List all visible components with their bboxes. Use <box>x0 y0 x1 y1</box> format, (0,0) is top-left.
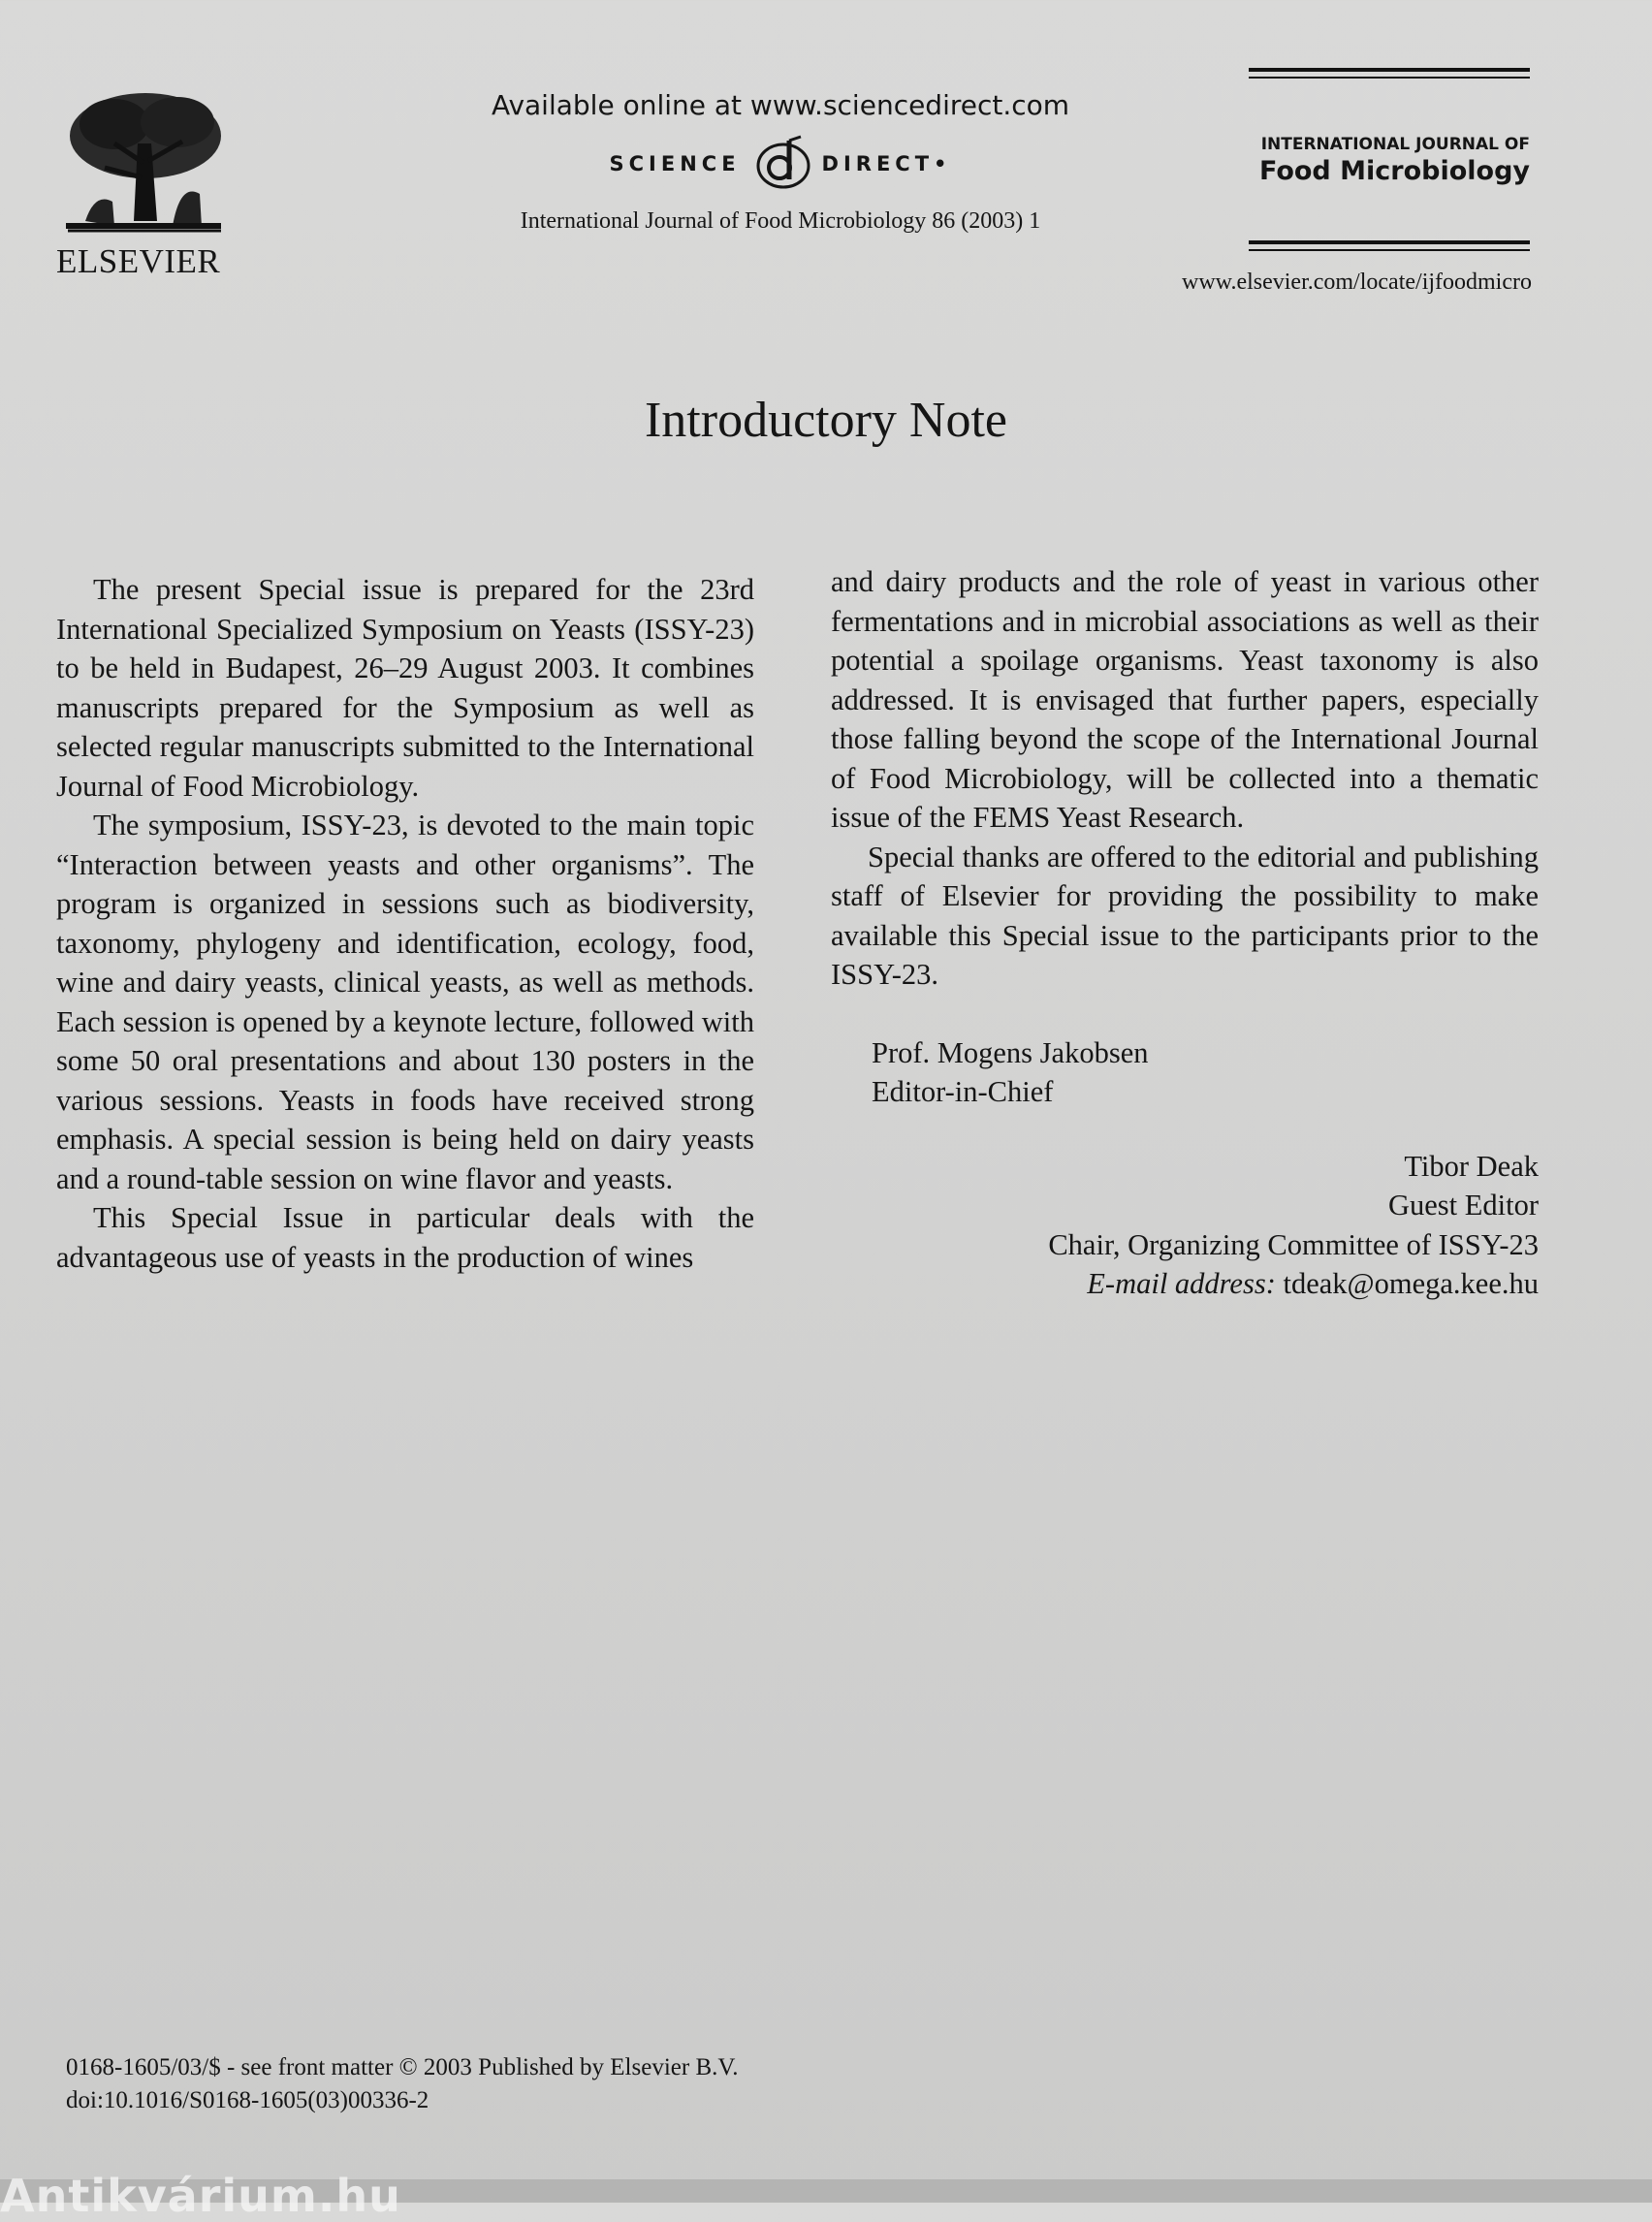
paragraph-4: Special thanks are offered to the editorial and publishing staff of Elsevier for providing the possibility to make available this Special issue to the participants prior to the ISSY-23. <box>831 840 1539 991</box>
journal-name-small: INTERNATIONAL JOURNAL OF <box>1260 135 1530 154</box>
elsevier-wordmark: ELSEVIER <box>56 242 221 280</box>
elsevier-logo <box>56 85 231 281</box>
guest-editor-email <box>831 1264 1539 1304</box>
email-address-link[interactable]: tdeak@omega.kee.hu <box>1283 1267 1539 1300</box>
guest-editor-role: Guest Editor <box>1387 1189 1539 1222</box>
masthead-rule-top <box>1249 68 1530 79</box>
masthead-rule-bottom <box>1249 240 1530 251</box>
science-word: SCIENCE <box>609 152 741 175</box>
editor-role: Editor-in-Chief <box>872 1075 1054 1108</box>
paragraph-3-continued: and dairy products and the role of yeast in various other fermentations and in microbial associations as well as their potential a spoilage organisms. Yeast taxonomy is also addressed. It is envisaged that further papers, especially those falling beyond the scope of the International Journal of Food Microbiology, will be collected into a thematic issue of the FEMS Yeast Research. <box>831 565 1539 834</box>
left-column <box>56 570 754 1277</box>
sciencedirect-header <box>368 89 1192 235</box>
direct-word: DIRECT• <box>821 152 952 175</box>
right-column <box>831 562 1539 1304</box>
editor-name: Prof. Mogens Jakobsen <box>872 1035 1149 1069</box>
paragraph-3: This Special Issue in particular deals with the advantageous use of yeasts in the production of wines <box>56 1201 754 1274</box>
journal-citation: International Journal of Food Microbiology 86 (2003) 1 <box>520 208 1041 234</box>
journal-url: www.elsevier.com/locate/ijfoodmicro <box>1182 270 1532 295</box>
paragraph-1: The present Special issue is prepared for the 23rd International Specialized Symposium on Yeasts (ISSY-23) to be held in Budapest, 26–29 August 2003. It combines manuscripts prepared for the Symposium as well as selected regular manuscripts submitted to the International Journal of Food Microbiology. <box>56 573 754 803</box>
elsevier-tree-icon <box>56 85 227 240</box>
copyright-footer <box>66 2051 738 2117</box>
sciencedirect-logo <box>368 129 1192 199</box>
guest-editor-chair: Chair, Organizing Committee of ISSY-23 <box>1048 1227 1539 1261</box>
sciencedirect-d-icon <box>747 129 816 199</box>
doi-line: doi:10.1016/S0168-1605(03)00336-2 <box>66 2087 429 2113</box>
copyright-line: 0168-1605/03/$ - see front matter © 2003 Published by Elsevier B.V. <box>66 2054 739 2080</box>
journal-name-big: Food Microbiology <box>1258 156 1530 186</box>
journal-masthead <box>1249 68 1530 251</box>
guest-editor-signature <box>831 1147 1539 1304</box>
editor-signature <box>831 1033 1539 1112</box>
email-label: E-mail address: <box>1087 1267 1276 1300</box>
page-title: Introductory Note <box>644 393 1007 448</box>
paragraph-2: The symposium, ISSY-23, is devoted to the main topic “Interaction between yeasts and other organisms”. The program is organized in sessions such as biodiversity, taxonomy, phylogeny and identification, ecology, food, wine and dairy yeasts, clinical yeasts, as well as methods. Each session is opened by a keynote lecture, followed with some 50 oral presentations and about 130 posters in the various sessions. Yeasts in foods have received strong emphasis. A special session is being held on dairy yeasts and a round-table session on wine flavor and yeasts. <box>56 809 754 1195</box>
watermark-text: Antikvárium.hu <box>0 2170 401 2222</box>
guest-editor-name: Tibor Deak <box>1404 1149 1539 1183</box>
available-online-text: Available online at www.sciencedirect.com <box>491 89 1070 121</box>
